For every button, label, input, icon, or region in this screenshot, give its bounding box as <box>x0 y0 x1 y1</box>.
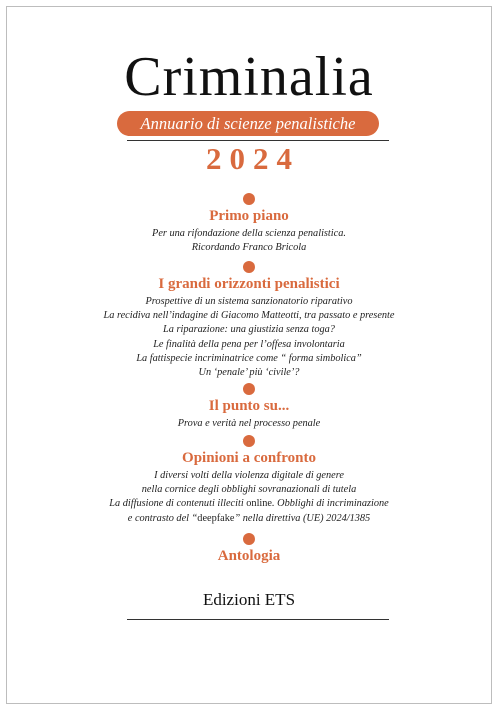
section-title: I grandi orizzonti penalistici <box>158 276 340 292</box>
section-title: Antologia <box>217 548 281 564</box>
section-bullet-dot <box>243 435 255 447</box>
contents-line: I diversi volti della violenza digitale di genere <box>154 470 344 481</box>
contents-line: Ricordando Franco Bricola <box>191 242 307 254</box>
contents-line-emphasis: online <box>246 498 273 510</box>
section-title: Primo piano <box>209 208 289 224</box>
section-title: Opinioni a confronto <box>182 450 316 466</box>
section-bullet-dot <box>243 261 255 273</box>
journal-title: Criminalia <box>124 46 374 108</box>
section-grandi-orizzonti <box>7 261 491 380</box>
contents-line-part: e contrasto del “ <box>127 512 198 524</box>
contents-line: Prova e verità nel processo penale <box>177 418 321 429</box>
section-bullet-dot <box>243 383 255 395</box>
publisher-name: Edizioni ETS <box>202 590 296 609</box>
section-bullet-dot <box>243 193 255 205</box>
contents-line: Un ‘penale’ più ‘civile’? <box>198 367 300 379</box>
section-il-punto-su <box>7 383 491 431</box>
bottom-divider <box>127 619 389 620</box>
section-bullet-dot <box>243 533 255 545</box>
journal-subtitle: Annuario di scienze penalistiche <box>117 111 379 136</box>
contents-line-part: ” nella direttiva (UE) 2024/1385 <box>234 512 371 524</box>
section-title: Il punto su... <box>208 398 290 414</box>
contents-line: nella cornice degli obblighi sovranazionali di tutela <box>141 484 357 496</box>
contents-line: La riparazione: una giustizia senza toga? <box>163 324 335 336</box>
contents-line: Prospettive di un sistema sanzionatorio riparativo <box>145 296 353 307</box>
contents-line-emphasis: deepfake <box>197 512 235 524</box>
section-antologia <box>7 533 491 567</box>
contents-line <box>7 497 491 511</box>
contents-line <box>7 512 491 526</box>
contents-line: Le finalità della pena per l’offesa involontaria <box>153 338 345 350</box>
contents-line-part: La diffusione di contenuti illeciti <box>109 498 247 510</box>
section-primo-piano <box>7 193 491 255</box>
contents-line: La fattispecie incriminatrice come “ forma simbolica” <box>136 352 362 364</box>
contents-line: La recidiva nell’indagine di Giacomo Matteotti, tra passato e presente <box>103 310 395 322</box>
section-opinioni-a-confronto <box>7 435 491 526</box>
journal-year: 2024 <box>206 141 300 176</box>
contents-line: Per una rifondazione della scienza penalistica. <box>152 228 346 239</box>
book-cover <box>6 6 492 704</box>
contents-line-part: . Obblighi di incriminazione <box>272 498 389 510</box>
